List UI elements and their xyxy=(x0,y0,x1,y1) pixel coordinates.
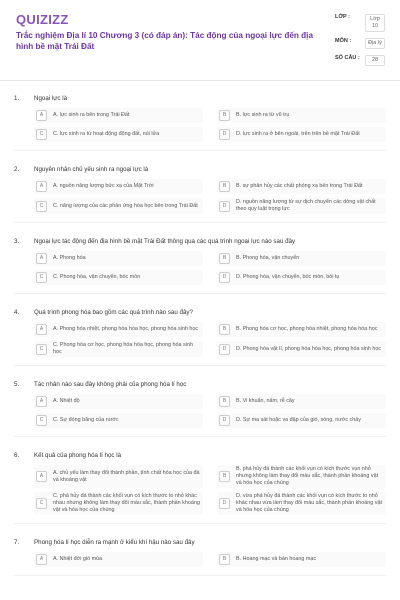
meta-label: SỐ CÂU : xyxy=(335,55,360,61)
question-header xyxy=(14,232,386,245)
option-text: D. Sự ma sát hoặc va đập của gió, sóng, nước chảy xyxy=(236,417,361,423)
answer-option-b[interactable] xyxy=(217,179,386,194)
option-text: D. vừa phá hủy đá thành các khối vụn có kích thước to nhỏ khác nhau vừa làm thay đổi màu sắc, thành phần khoáng vật và hóa học của chúng xyxy=(236,493,382,513)
question-number: 6. xyxy=(14,452,20,459)
answer-option-d[interactable] xyxy=(217,492,386,515)
question-item xyxy=(14,303,386,366)
option-letter-badge: B xyxy=(219,396,230,407)
question-divider xyxy=(14,523,386,524)
answer-option-b[interactable] xyxy=(217,322,386,337)
option-letter-badge: C xyxy=(36,201,47,212)
answer-option-a[interactable] xyxy=(34,179,203,194)
option-grid xyxy=(14,465,386,515)
answer-option-a[interactable] xyxy=(34,322,203,337)
question-text: Phong hóa lí học diễn ra mạnh ở kiểu khí hậu nào sau đây xyxy=(34,539,195,546)
option-text: C. lực sinh ra từ hoạt động động đất, núi lửa xyxy=(53,131,160,137)
option-text: B. Phong hóa, vận chuyển xyxy=(236,255,300,261)
answer-option-b[interactable] xyxy=(217,251,386,266)
option-grid xyxy=(14,179,386,214)
option-text: C. Sự đóng băng của nước xyxy=(53,417,119,423)
option-letter-badge: B xyxy=(219,324,230,335)
option-letter-badge: B xyxy=(219,471,230,482)
question-item xyxy=(14,375,386,437)
answer-option-d[interactable] xyxy=(217,198,386,214)
option-text: A. nguồn năng lượng bức xạ của Mặt Trời xyxy=(53,183,154,189)
option-text: B. lực sinh ra từ vũ trụ xyxy=(236,112,290,118)
question-item xyxy=(14,232,386,294)
question-text: Nguyên nhân chủ yếu sinh ra ngoại lực là xyxy=(34,166,149,173)
question-item xyxy=(14,89,386,151)
document-title: Trắc nghiệm Địa lí 10 Chương 3 (có đáp án): Tác động của ngoại lực đến địa hình bề mặt Trái Đất xyxy=(16,31,314,51)
option-text: B. Phong hóa cơ học, phong hóa nhiệt, phong hóa hóa học xyxy=(236,326,378,332)
answer-option-b[interactable] xyxy=(217,394,386,409)
answer-option-d[interactable] xyxy=(217,270,386,285)
question-number: 4. xyxy=(14,309,20,316)
option-text: A. Phong hóa xyxy=(53,255,86,261)
question-header xyxy=(14,375,386,388)
answer-option-a[interactable] xyxy=(34,394,203,409)
meta-panel xyxy=(335,14,387,72)
meta-value: Lớp 10 xyxy=(365,14,385,32)
option-letter-badge: C xyxy=(36,498,47,509)
question-divider xyxy=(14,365,386,366)
option-grid xyxy=(14,552,386,567)
question-number: 3. xyxy=(14,238,20,245)
option-letter-badge: D xyxy=(219,201,230,212)
option-letter-badge: A xyxy=(36,324,47,335)
option-text: D. Phong hóa, vận chuyển, bóc mòn, bồi tụ xyxy=(236,274,340,280)
option-letter-badge: C xyxy=(36,415,47,426)
option-letter-badge: D xyxy=(219,344,230,355)
question-number: 7. xyxy=(14,539,20,546)
question-header xyxy=(14,160,386,173)
answer-option-c[interactable] xyxy=(34,198,203,214)
answer-option-b[interactable] xyxy=(217,465,386,488)
question-divider xyxy=(14,436,386,437)
answer-option-b[interactable] xyxy=(217,552,386,567)
option-letter-badge: D xyxy=(219,272,230,283)
option-grid xyxy=(14,108,386,142)
question-item xyxy=(14,533,386,576)
option-letter-badge: C xyxy=(36,129,47,140)
question-number: 5. xyxy=(14,381,20,388)
question-divider xyxy=(14,293,386,294)
question-header xyxy=(14,446,386,459)
quizizz-logo: QUIZIZZ xyxy=(16,12,69,27)
answer-option-c[interactable] xyxy=(34,270,203,285)
option-text: C. phá hủy đá thành các khối vụn có kích thước to nhỏ khác nhau nhưng không làm thay đổi màu sắc, thành phần khoáng vật và hóa học của chúng xyxy=(53,493,200,513)
option-letter-badge: D xyxy=(219,498,230,509)
question-text: Ngoại lực tác động đến địa hình bề mặt Trái Đất thông qua các quá trình ngoại lực nào sau đây xyxy=(34,238,296,245)
question-text: Quá trình phong hóa bao gồm các quá trình nào sau đây? xyxy=(34,309,193,316)
question-header xyxy=(14,533,386,546)
meta-label: LỚP : xyxy=(335,14,350,20)
question-text: Tác nhân nào sau đây không phải của phong hóa lí học xyxy=(34,381,187,388)
option-letter-badge: A xyxy=(36,554,47,565)
option-letter-badge: A xyxy=(36,471,47,482)
meta-label: MÔN : xyxy=(335,38,352,44)
question-text: Ngoại lực là xyxy=(34,95,68,102)
header xyxy=(0,0,400,81)
option-text: B. phá hủy đá thành các khối vụn có kích thước vụn nhỏ nhưng không làm thay đổi màu sắc, thành phần khoáng vật và hóa học của chúng xyxy=(236,466,379,486)
question-header xyxy=(14,89,386,102)
question-divider xyxy=(14,222,386,223)
answer-option-c[interactable] xyxy=(34,413,203,428)
option-text: A. chủ yếu làm thay đổi thành phần, tính chất hóa học của đá và khoáng vật xyxy=(53,469,200,483)
answer-option-d[interactable] xyxy=(217,127,386,142)
option-text: D. Phong hóa vật lí, phong hóa hóa học, phong hóa sinh học xyxy=(236,345,382,352)
option-letter-badge: A xyxy=(36,396,47,407)
option-text: B. Vi khuẩn, nấm, rễ cây xyxy=(236,398,295,404)
option-letter-badge: A xyxy=(36,253,47,264)
option-text: C. Phong hóa, vận chuyển, bóc mòn xyxy=(53,274,141,280)
option-text: A. Nhiệt đới gió mùa xyxy=(53,556,103,562)
option-letter-badge: A xyxy=(36,110,47,121)
answer-option-d[interactable] xyxy=(217,341,386,357)
option-letter-badge: C xyxy=(36,272,47,283)
question-number: 1. xyxy=(14,95,20,102)
option-text: B. sự phân hủy các chất phóng xạ bên trong Trái Đất xyxy=(236,183,363,189)
option-letter-badge: B xyxy=(219,181,230,192)
meta-value: 28 xyxy=(365,55,385,66)
option-letter-badge: A xyxy=(36,181,47,192)
option-text: A. lực sinh ra bên trong Trái Đất xyxy=(53,112,130,118)
question-item xyxy=(14,160,386,223)
question-header xyxy=(14,303,386,316)
option-text: A. Phong hóa nhiệt, phong hóa hóa học, phong hóa sinh học xyxy=(53,326,199,332)
option-text: A. Nhiệt độ xyxy=(53,398,80,404)
option-grid xyxy=(14,394,386,428)
option-letter-badge: C xyxy=(36,344,47,355)
answer-option-c[interactable] xyxy=(34,341,203,357)
option-text: D. nguồn năng lượng từ sự dịch chuyển các dòng vật chất theo quy luật trọng lực xyxy=(236,199,376,212)
answer-option-c[interactable] xyxy=(34,492,203,515)
question-divider xyxy=(14,575,386,576)
answer-option-a[interactable] xyxy=(34,552,203,567)
option-grid xyxy=(14,322,386,357)
option-letter-badge: D xyxy=(219,415,230,426)
option-text: C. Phong hóa cơ học, phong hóa hóa học, phong hóa sinh học xyxy=(53,342,193,355)
answer-option-d[interactable] xyxy=(217,413,386,428)
question-text: Kết quả của phong hóa lí học là xyxy=(34,452,122,459)
option-text: B. Hoang mạc và bán hoang mạc xyxy=(236,556,317,562)
meta-row xyxy=(335,14,387,32)
meta-value: Địa lý xyxy=(365,38,385,49)
meta-row xyxy=(335,38,387,49)
answer-option-a[interactable] xyxy=(34,108,203,123)
option-letter-badge: D xyxy=(219,129,230,140)
meta-row xyxy=(335,55,387,66)
answer-option-c[interactable] xyxy=(34,127,203,142)
option-grid xyxy=(14,251,386,285)
option-letter-badge: B xyxy=(219,110,230,121)
answer-option-a[interactable] xyxy=(34,251,203,266)
option-letter-badge: B xyxy=(219,253,230,264)
option-text: C. năng lượng của các phản ứng hóa học bên trong Trái Đất xyxy=(53,202,198,209)
question-number: 2. xyxy=(14,166,20,173)
option-letter-badge: B xyxy=(219,554,230,565)
question-item xyxy=(14,446,386,524)
question-list xyxy=(0,81,400,576)
answer-option-a[interactable] xyxy=(34,465,203,488)
option-text: D. lực sinh ra ở bên ngoài, trên trên bề mặt Trái Đất xyxy=(236,131,360,137)
question-divider xyxy=(14,150,386,151)
answer-option-b[interactable] xyxy=(217,108,386,123)
